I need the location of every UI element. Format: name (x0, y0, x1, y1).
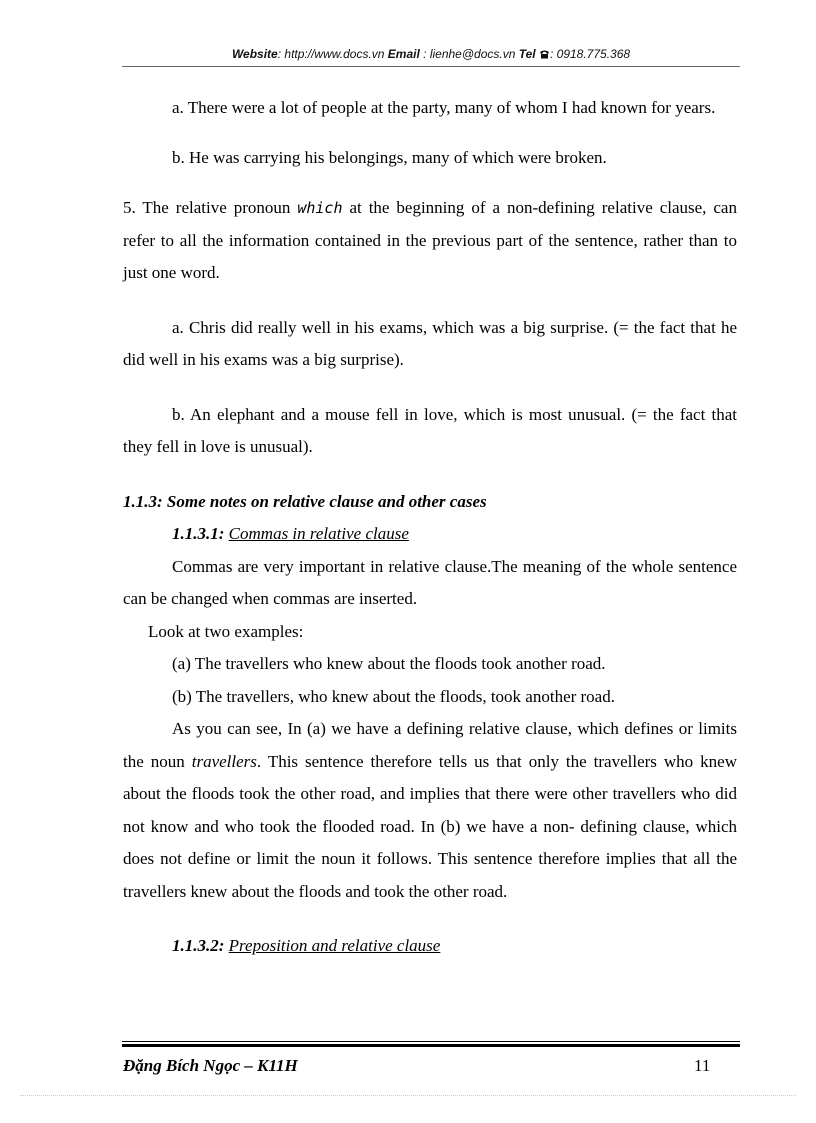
email-label: Email (387, 47, 420, 61)
example-5b: b. An elephant and a mouse fell in love, which is most unusual. (= the fact that they fell in love is unusual). (123, 404, 737, 456)
footer-divider-thick (122, 1044, 740, 1047)
website-value: : http://www.docs.vn (277, 47, 385, 61)
heading-1-1-3-2: 1.1.3.2: Preposition and relative clause (172, 936, 441, 955)
examples-intro: Look at two examples: (148, 621, 304, 641)
rule-5-paragraph: 5. The relative pronoun which at the beginning of a non-defining relative clause, can refer to all the information contained in the previous part of the sentence, rather than to just one word. (123, 198, 737, 282)
example-a: (a) The travellers who knew about the floods took another road. (172, 654, 606, 673)
explanation-paragraph: As you can see, In (a) we have a defining relative clause, which defines or limits the noun travellers. This sentence therefore tells us that only the travellers who knew about the floods took the other road, and implies that there were other travellers who did not know and who took the flooded road. In (b) we have a non- defining clause, which does not define or limit the noun it follows. This sentence therefore implies that all the travellers knew about the floods and took the other road. (123, 719, 737, 901)
page-number: 11 (694, 1056, 711, 1075)
heading-1-1-3: 1.1.3: Some notes on relative clause and other cases (123, 491, 487, 511)
example-4a: a. There were a lot of people at the party, many of whom I had known for years. (172, 98, 716, 117)
website-label: Website (231, 47, 278, 61)
page-edge-dots (20, 1095, 796, 1096)
emphasis-which: which (297, 199, 343, 217)
example-5a: a. Chris did really well in his exams, which was a big surprise. (= the fact that he did well in his exams was a big surprise). (123, 317, 737, 369)
example-4b: b. He was carrying his belongings, many of which were broken. (172, 147, 607, 167)
commas-paragraph: Commas are very important in relative clause.The meaning of the whole sentence can be changed when commas are inserted. (123, 556, 737, 608)
email-value: : lienhe@docs.vn (423, 47, 516, 61)
heading-1-1-3-1: 1.1.3.1: Commas in relative clause (172, 524, 409, 543)
tel-value: : 0918.775.368 (549, 47, 631, 61)
footer-divider-thin (122, 1041, 740, 1042)
footer-author: Đặng Bích Ngọc – K11H (123, 1056, 298, 1075)
header-divider (122, 66, 740, 67)
example-b: (b) The travellers, who knew about the floods, took another road. (172, 686, 615, 706)
page-body (123, 92, 737, 963)
phone-icon (539, 49, 550, 59)
tel-label: Tel (518, 47, 536, 61)
page-header (122, 47, 740, 61)
emphasis-travellers: travellers (191, 751, 257, 771)
